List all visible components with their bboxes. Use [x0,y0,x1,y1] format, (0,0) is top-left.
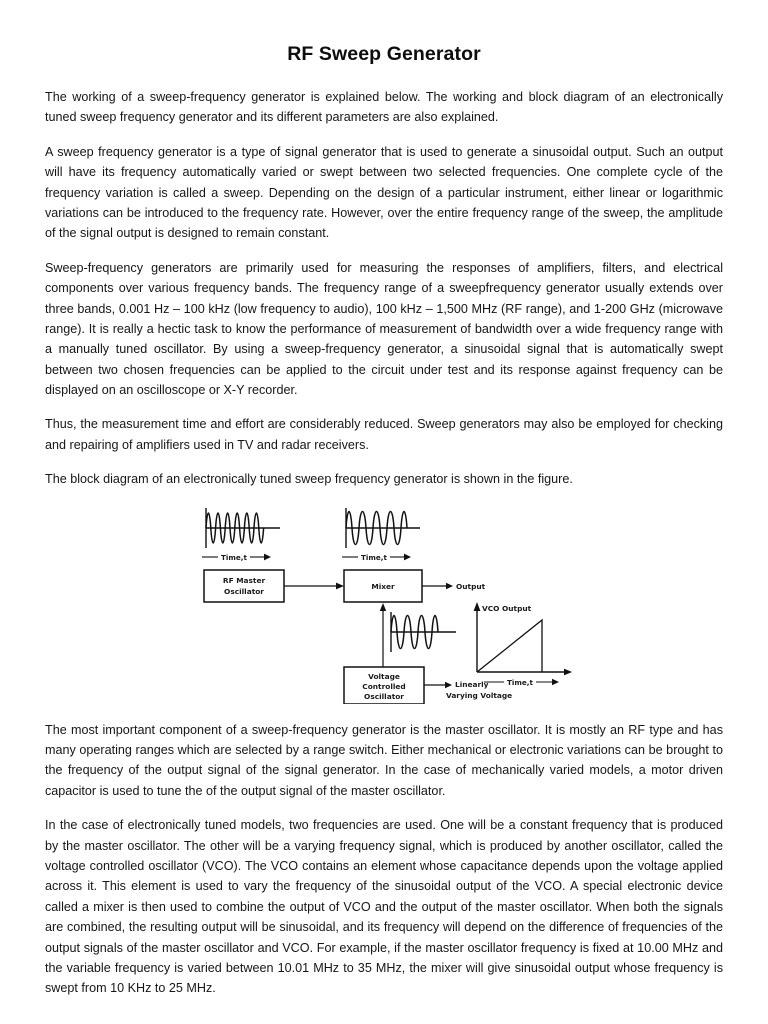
wire-master-to-mixer [284,582,344,589]
output-label: Output [456,581,486,591]
linearly-varying-voltage-line2: Varying Voltage [446,690,513,700]
block-diagram-svg [194,504,574,704]
rf-master-oscillator-label-line2: Oscillator [224,586,264,596]
mixer-output-waveform [342,508,420,562]
paragraph-master-oscillator: The most important component of a sweep-frequency generator is the master oscillator. It is mostly an RF type and has many operating ranges which are selected by a range switch. Either mechanical or electronic variations can be brought to the frequency of the output signal of the signal generator. In the case of mechanically varied models, a motor driven capacitor is used to tune the of the output signal of the master oscillator. [45,722,723,798]
linearly-varying-voltage-line1: Linearly [455,679,489,689]
mixer-block [344,570,422,602]
ramp-time-label: Time,t [507,677,533,687]
mixer-label: Mixer [371,581,395,591]
paragraph-figure-intro: The block diagram of an electronically tuned sweep frequency generator is shown in the figure. [45,472,573,487]
master-time-label: Time,t [221,552,247,562]
rf-master-oscillator-label-line1: RF Master [222,575,266,585]
vco-label-line1: Voltage [368,671,400,681]
vco-waveform [391,612,456,652]
vco-output-label: VCO Output [482,603,532,613]
vco-label-line2: Controlled [362,681,406,691]
wire-mixer-to-output [422,582,486,591]
rf-master-oscillator-block [204,570,284,602]
paragraph-intro: The working of a sweep-frequency generator is explained below. The working and block diagram of an electronically tuned sweep frequency generator and its different parameters are also explained. [45,90,723,125]
block-diagram-figure [45,504,723,704]
master-oscillator-waveform [202,508,280,562]
paragraph-electronically-tuned: In the case of electronically tuned models, two frequencies are used. One will be a constant frequency that is produced by the master oscillator. The other will be a varying frequency signal, which is produced by another oscillator, called the voltage controlled oscillator (VCO). The VCO contains an element whose capacitance depends upon the voltage applied across it. This element is used to vary the frequency of the sinusoidal output of the VCO. A special electronic device called a mixer is then used to combine the output of VCO and the output of the master oscillator. When both the signals are combined, the resulting output will be sinusoidal, and its frequency will depend on the difference of frequencies of the output signals of the master oscillator and VCO. For example, if the master oscillator frequency is fixed at 10.00 MHz and the variable frequency is varied between 10.01 MHz to 35 MHz, the mixer will give sinusoidal output whose frequency is swept from 10 KHz to 25 MHz. [45,818,723,996]
wire-vco-to-linear-voltage [424,680,512,700]
vco-output-ramp-chart [474,602,572,687]
paragraph-definition: A sweep frequency generator is a type of signal generator that is used to generate a sinusoidal output. Such an output will have its frequency automatically varied or swept between two selected frequencies. One complete cycle of the frequency variation is called a sweep. Depending on the design of a particular instrument, either linear or logarithmic variations can be introduced to the frequency rate. However, over the entire frequency range of the sweep, the amplitude of the signal output is designed to remain constant. [45,144,723,241]
vco-label-line3: Oscillator [364,691,404,701]
page-title: RF Sweep Generator [287,43,481,65]
paragraph-measurement-time: Thus, the measurement time and effort are considerably reduced. Sweep generators may also be employed for checking and repairing of amplifiers used in TV and radar receivers. [45,417,723,452]
mixer-time-label: Time,t [361,552,387,562]
wire-vco-to-mixer [380,603,386,667]
paragraph-frequency-bands: Sweep-frequency generators are primarily used for measuring the responses of amplifiers, filters, and electrical components over various frequency bands. The frequency range of a sweepfrequency generator usually extends over three bands, 0.001 Hz – 100 kHz (low frequency to audio), 100 kHz – 1,500 MHz (RF range), and 1-200 GHz (microwave range). It is really a hectic task to know the performance of measurement of bandwidth over a wide frequency range with a manually tuned oscillator. By using a sweep-frequency generator, a sinusoidal signal that is automatically swept between two chosen frequencies can be applied to the circuit under test and its response against frequency can be displayed on an oscilloscope or X-Y recorder. [45,260,723,398]
voltage-controlled-oscillator-block [344,667,424,704]
